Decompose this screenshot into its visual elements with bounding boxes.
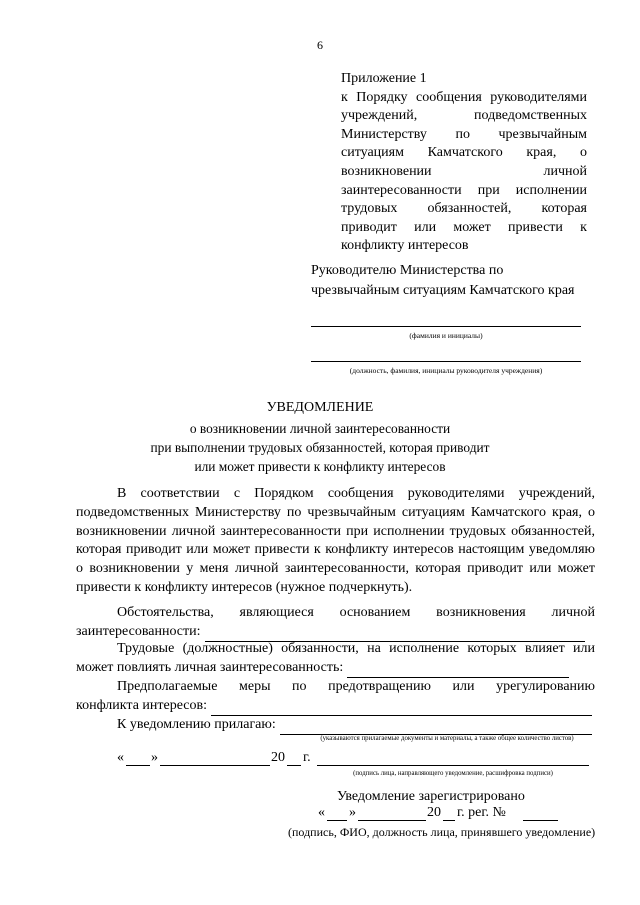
signature-caption: (подпись лица, направляющего уведомление, расшифровка подписи) xyxy=(353,770,553,777)
date-year-prefix: 20 xyxy=(271,750,285,765)
date-open-quote: « xyxy=(117,750,124,765)
registered-caption: (подпись, ФИО, должность лица, принявшего уведомление) xyxy=(288,825,596,839)
position-blank-line xyxy=(311,361,581,362)
measures-blank[interactable] xyxy=(211,701,592,716)
signature-blank[interactable] xyxy=(317,765,589,766)
circumstances-row xyxy=(76,623,595,642)
date-day-blank[interactable] xyxy=(126,765,150,766)
registration-row xyxy=(318,805,558,825)
date-year-suffix: г. xyxy=(303,750,311,765)
duties-label: может повлиять личная заинтересованность: xyxy=(76,660,344,675)
main-paragraph: В соответствии с Порядком сообщения руководителями учреждений, подведомственных Министерству по чрезвычайным ситуациям Камчатского края, о возникновении личной заинтересованности при исполнении трудовых обязанностей, которая приводит или может привести к конфликту интересов настоящим уведомляю о возникновении у меня личной заинтересованности, которая приводит или может привести к конфликту интересов (нужное подчеркнуть). xyxy=(76,486,595,595)
name-caption: (фамилия и инициалы) xyxy=(409,331,483,340)
reg-month-blank[interactable] xyxy=(358,820,426,821)
circumstances-label: заинтересованности: xyxy=(76,624,201,639)
page-number: 6 xyxy=(317,38,323,52)
attachments-row xyxy=(117,716,592,735)
duties-row xyxy=(76,659,569,678)
addressee-block xyxy=(311,261,581,301)
reg-close-quote: » xyxy=(349,805,356,820)
subtitle-line: о возникновении личной заинтересованности xyxy=(189,421,451,436)
subtitle-line: при выполнении трудовых обязанностей, которая приводит xyxy=(150,440,490,455)
position-caption: (должность, фамилия, инициалы руководителя учреждения) xyxy=(349,366,543,375)
date-month-blank[interactable] xyxy=(160,765,270,766)
notice-title: УВЕДОМЛЕНИЕ xyxy=(266,400,374,415)
subtitle-line: или может привести к конфликту интересов xyxy=(194,459,446,474)
attachments-label: К уведомлению прилагаю: xyxy=(117,717,276,732)
addressee-text: Руководителю Министерства по чрезвычайным ситуациям Камчатского края xyxy=(311,263,575,298)
reg-open-quote: « xyxy=(318,805,325,820)
name-blank-line xyxy=(311,326,581,327)
attachments-caption: (указываются прилагаемые документы и материалы, а также общее количество листов) xyxy=(320,735,574,742)
date-year-blank[interactable] xyxy=(287,765,301,766)
circumstances-line: Обстоятельства, являющиеся основанием возникновения личной xyxy=(117,605,595,620)
reg-year-blank[interactable] xyxy=(443,820,455,821)
reg-year-prefix: 20 xyxy=(427,805,441,820)
measures-line: Предполагаемые меры по предотвращению или урегулированию xyxy=(117,679,595,694)
reg-number-label: г. рег. № xyxy=(457,805,506,820)
reg-day-blank[interactable] xyxy=(327,820,347,821)
duties-line: Трудовые (должностные) обязанности, на исполнение которых влияет или xyxy=(117,641,595,656)
appendix-title: Приложение 1 xyxy=(341,71,427,86)
measures-label: конфликта интересов: xyxy=(76,698,207,713)
appendix-block xyxy=(341,70,587,256)
measures-row xyxy=(76,697,592,716)
date-close-quote: » xyxy=(151,750,158,765)
reg-number-blank[interactable] xyxy=(523,820,558,821)
attachments-blank[interactable] xyxy=(280,720,592,735)
duties-blank[interactable] xyxy=(347,663,569,678)
registered-title: Уведомление зарегистрировано xyxy=(337,789,525,804)
notice-subtitle xyxy=(0,419,640,476)
date-signature-row xyxy=(117,750,594,770)
appendix-body: к Порядку сообщения руководителями учреждений, подведомственных Министерству по чрезвычайным ситуациям Камчатского края, о возникновении личной заинтересованности при исполнении трудовых обязанностей, которая приводит или может привести к конфликту интересов xyxy=(341,89,587,254)
